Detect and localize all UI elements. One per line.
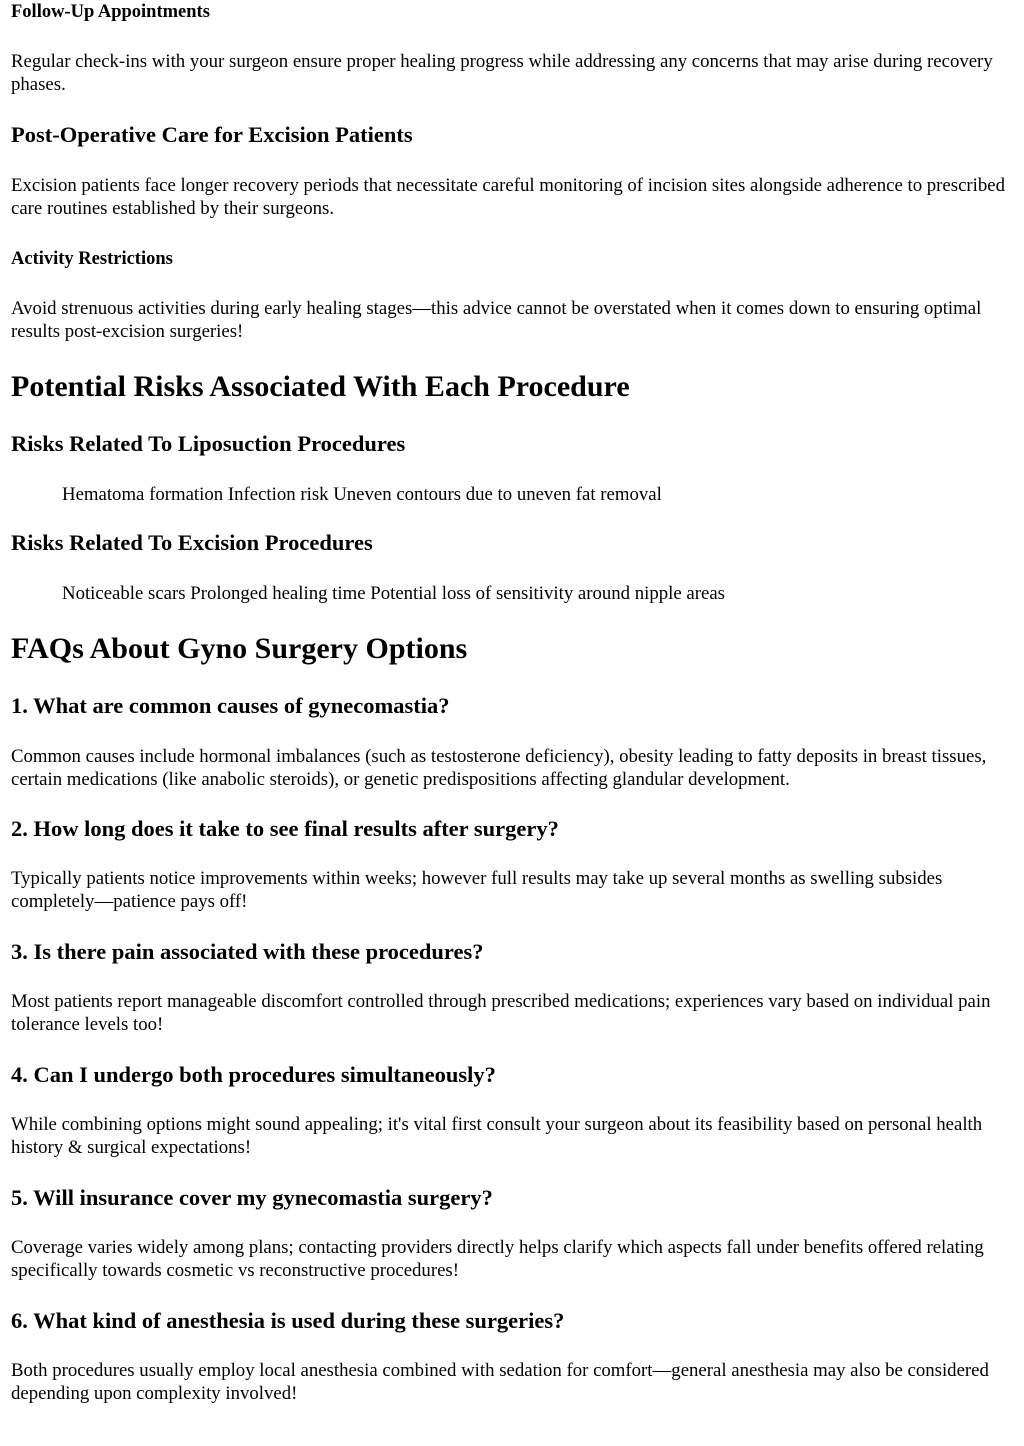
faq-answer: Common causes include hormonal imbalances (such as testosterone deficiency), obesity leading to fatty deposits in breast tissues, certain medications (like anabolic steroids), or genetic predispositions affecting glandular development.: [11, 746, 987, 790]
faq-answer: Most patients report manageable discomfort controlled through prescribed medications; experiences vary based on individual pain tolerance levels too!: [11, 991, 991, 1035]
postop-heading: Post-Operative Care for Excision Patients: [11, 122, 413, 147]
list-item: Potential loss of sensitivity around nipple areas: [370, 583, 725, 604]
excision-risks-list: [62, 582, 725, 605]
risks-heading: Potential Risks Associated With Each Procedure: [11, 370, 630, 403]
faq-question: 4. Can I undergo both procedures simultaneously?: [11, 1062, 496, 1087]
activity-heading: Activity Restrictions: [11, 249, 173, 269]
postop-text: Excision patients face longer recovery periods that necessitate careful monitoring of incision sites alongside adherence to prescribed care routines established by their surgeons.: [11, 175, 1006, 219]
faq-question: 2. How long does it take to see final results after surgery?: [11, 816, 559, 841]
list-item: Infection risk: [227, 484, 329, 505]
faq-question: 3. Is there pain associated with these procedures?: [11, 939, 484, 964]
faq-answer: Both procedures usually employ local anesthesia combined with sedation for comfort—general anesthesia may also be considered depending upon complexity involved!: [11, 1360, 989, 1404]
followup-text: Regular check-ins with your surgeon ensure proper healing progress while addressing any concerns that may arise during recovery phases.: [11, 51, 993, 95]
list-item: Uneven contours due to uneven fat removal: [333, 484, 662, 505]
faq-answer: While combining options might sound appealing; it's vital first consult your surgeon about its feasibility based on personal health history & surgical expectations!: [11, 1114, 983, 1158]
activity-text: Avoid strenuous activities during early healing stages—this advice cannot be overstated when it comes down to ensuring optimal results post-excision surgeries!: [11, 298, 982, 342]
faq-question: 1. What are common causes of gynecomastia?: [11, 693, 450, 718]
list-item: Hematoma formation: [62, 484, 224, 505]
excision-risks-heading: Risks Related To Excision Procedures: [11, 530, 373, 555]
faq-question: 5. Will insurance cover my gynecomastia surgery?: [11, 1185, 493, 1210]
lipo-risks-heading: Risks Related To Liposuction Procedures: [11, 431, 406, 456]
faqs-heading: FAQs About Gyno Surgery Options: [11, 632, 468, 665]
followup-heading: Follow-Up Appointments: [11, 2, 210, 22]
faq-answer: Typically patients notice improvements within weeks; however full results may take up several months as swelling subsides completely—patience pays off!: [11, 868, 943, 912]
list-item: Noticeable scars: [62, 583, 186, 604]
faq-answer: Coverage varies widely among plans; contacting providers directly helps clarify which aspects fall under benefits offered relating specifically towards cosmetic vs reconstructive procedures!: [11, 1237, 984, 1281]
list-item: Prolonged healing time: [190, 583, 366, 604]
faq-question: 6. What kind of anesthesia is used during these surgeries?: [11, 1308, 565, 1333]
lipo-risks-list: [62, 483, 662, 506]
